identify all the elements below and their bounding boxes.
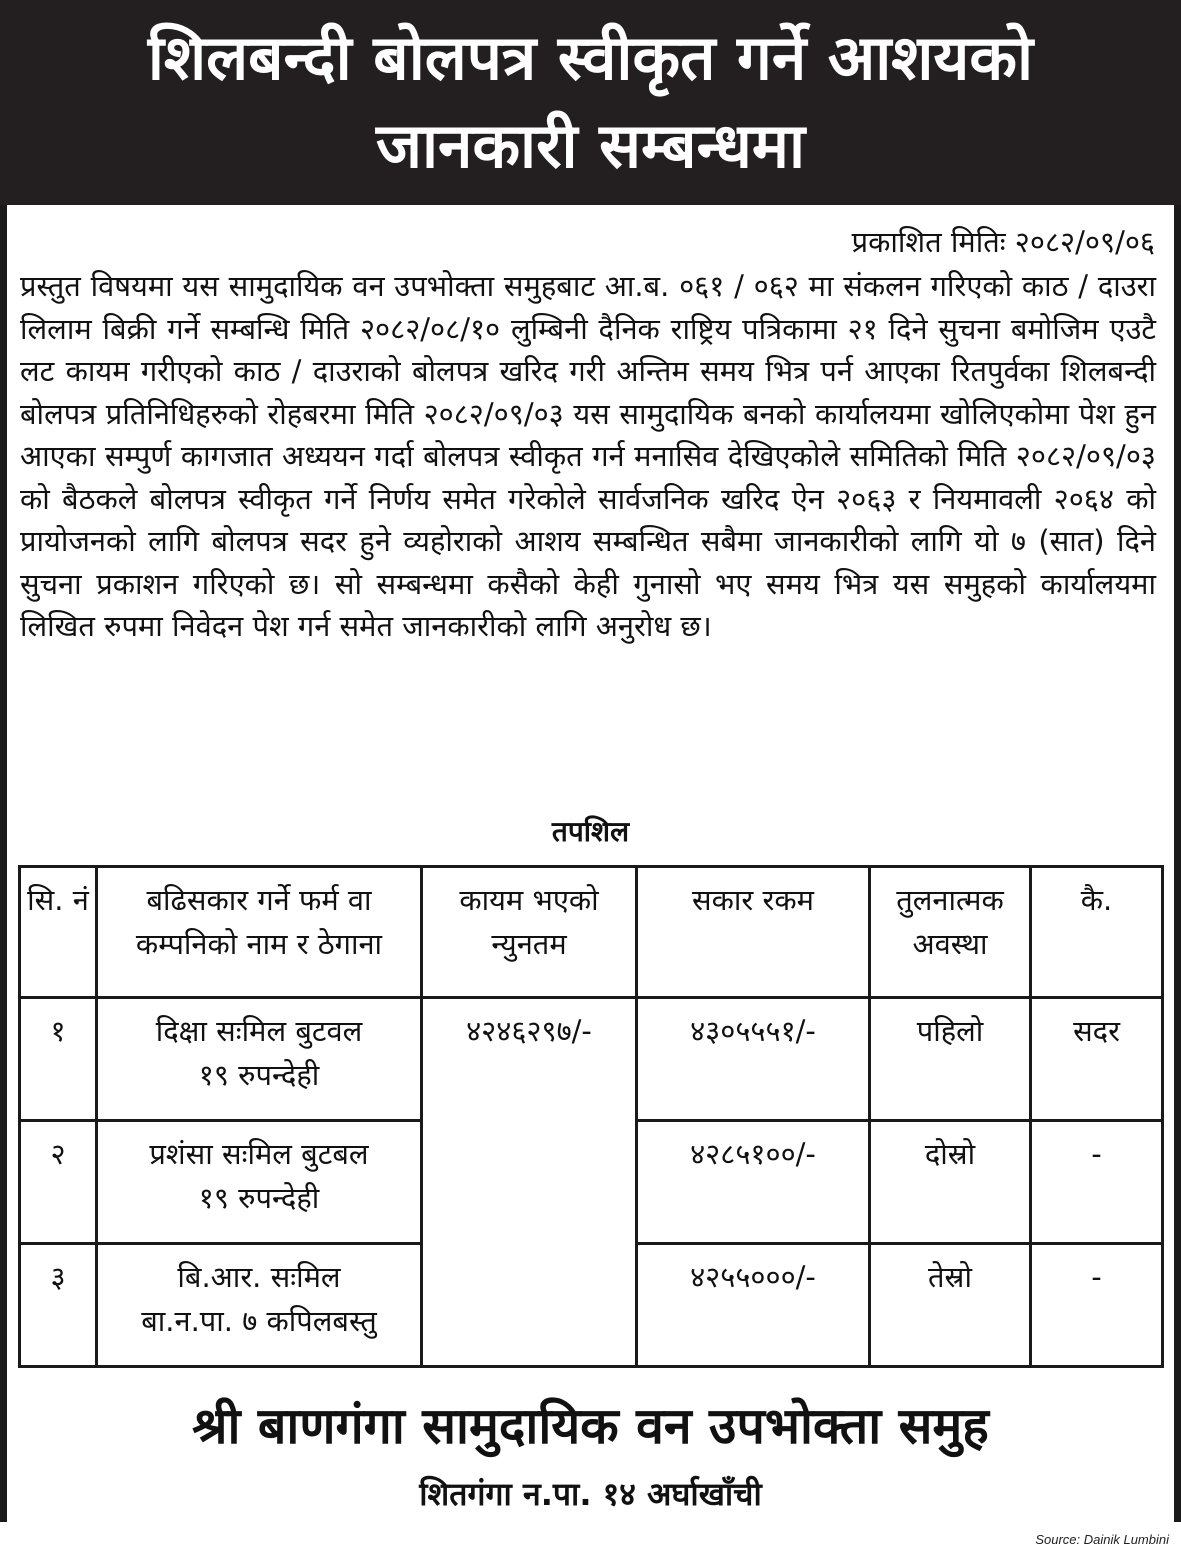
firm-name: बि.आर. सःमिल — [177, 1260, 341, 1294]
firm-name: दिक्षा सःमिल बुटवल — [155, 1014, 363, 1048]
cell-firm — [97, 1244, 422, 1367]
cell-amount: ४२५५०००/- — [637, 1244, 870, 1367]
cell-minimum: ४२४६२९७/- — [422, 998, 637, 1367]
cell-sn: ३ — [20, 1244, 97, 1367]
cell-remark: - — [1031, 1121, 1163, 1244]
organization-name: श्री बाणगंगा सामुदायिक वन उपभोक्ता समुह — [192, 1397, 989, 1455]
firm-address: १९ रुपन्देही — [198, 1058, 320, 1092]
schedule-heading: तपशिल — [551, 815, 630, 848]
notice-body: प्रस्तुत विषयमा यस सामुदायिक वन उपभोक्ता समुहबाट आ.ब. ०६१ / ०६२ मा संकलन गरिएको काठ / दाउरा लिलाम बिक्री गर्ने सम्बन्धि मिति २०८२/०८/१० लुम्बिनी दैनिक राष्ट्रिय पत्रिकामा २१ दिने सुचना बमोजिम एउटै लट कायम गरीएको काठ / दाउराको बोलपत्र खरिद गरी अन्तिम समय भित्र पर्न आएका रितपुर्वका शिलबन्दी बोलपत्र प्रतिनिधिहरुको रोहबरमा मिति २०८२/०९/०३ यस सामुदायिक बनको कार्यालयमा खोलिएकोमा पेश हुन आएका सम्पुर्ण कागजात अध्ययन गर्दा बोलपत्र स्वीकृत गर्न मनासिव देखिएकोले समितिको मिति २०८२/०९/०३ को बैठकले बोलपत्र स्वीकृत गर्ने निर्णय समेत गरेकोले सार्वजनिक खरिद ऐन २०६३ र नियमावली २०६४ को प्रायोजनको लागि बोलपत्र सदर हुने व्यहोराको आशय सम्बन्धित सबैमा जानकारीको लागि यो ७ (सात) दिने सुचना प्रकाशन गरिएको छ। सो सम्बन्धमा कसैको केही गुनासो भए समय भित्र यस समुहको कार्यालयमा लिखित रुपमा निवेदन पेश गर्न समेत जानकारीको लागि अनुरोध छ। — [20, 269, 1156, 643]
cell-status: दोस्रो — [870, 1121, 1031, 1244]
cell-remark: - — [1031, 1244, 1163, 1367]
cell-firm — [97, 998, 422, 1121]
cell-amount: ४२८५१००/- — [637, 1121, 870, 1244]
header-minimum: कायम भएको न्युनतम — [422, 867, 637, 998]
table-row — [20, 998, 1163, 1121]
header-sn: सि. नं — [20, 867, 97, 998]
header-amount: सकार रकम — [637, 867, 870, 998]
header-status: तुलनात्मक अवस्था — [870, 867, 1031, 998]
firm-address: १९ रुपन्देही — [198, 1181, 320, 1215]
header-remark: कै. — [1031, 867, 1163, 998]
organization-address: शितगंगा न.पा. १४ अर्घाखाँची — [419, 1475, 762, 1513]
title-line-1: शिलबन्दी बोलपत्र स्वीकृत गर्ने आशयको — [147, 21, 1034, 94]
cell-sn: १ — [20, 998, 97, 1121]
cell-firm — [97, 1121, 422, 1244]
firm-address: बा.न.पा. ७ कपिलबस्तु — [141, 1304, 377, 1338]
cell-sn: २ — [20, 1121, 97, 1244]
published-date: प्रकाशित मितिः २०८२/०९/०६ — [851, 225, 1155, 259]
source-credit: Source: Dainik Lumbini — [1035, 1532, 1169, 1547]
table-header-row — [20, 867, 1163, 998]
cell-status: पहिलो — [870, 998, 1031, 1121]
firm-name: प्रशंसा सःमिल बुटबल — [149, 1137, 369, 1171]
cell-amount: ४३०५५५१/- — [637, 998, 870, 1121]
cell-status: तेस्रो — [870, 1244, 1031, 1367]
header-firm: बढिसकार गर्ने फर्म वा कम्पनिको नाम र ठेगाना — [97, 867, 422, 998]
title-line-2: जानकारी सम्बन्धमा — [375, 109, 806, 182]
notice-title — [0, 0, 1181, 205]
bid-table — [18, 865, 1164, 1368]
cell-remark: सदर — [1031, 998, 1163, 1121]
